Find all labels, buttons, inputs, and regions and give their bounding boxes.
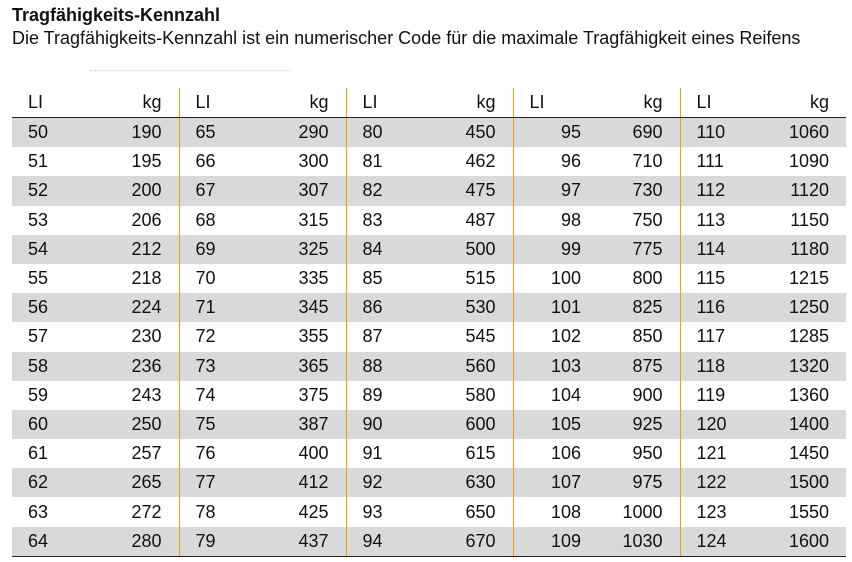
cell-kg: 425 <box>298 501 329 522</box>
cell-kg: 315 <box>298 209 329 230</box>
cell-kg: 900 <box>632 384 663 405</box>
cell-li: 66 <box>179 147 249 176</box>
cell-kg: 307 <box>249 176 346 205</box>
cell-kg: 580 <box>465 384 496 405</box>
load-index-table <box>12 88 846 557</box>
header-kg: kg <box>583 88 680 118</box>
cell-kg: 290 <box>249 118 346 148</box>
cell-kg: 200 <box>82 176 179 205</box>
cell-li: 53 <box>28 209 49 230</box>
cell-kg: 462 <box>465 151 496 172</box>
cell-li: 122 <box>680 468 750 497</box>
cell-kg: 515 <box>465 268 496 289</box>
cell-li: 64 <box>12 527 82 557</box>
cell-li: 86 <box>346 293 416 322</box>
cell-li: 79 <box>179 527 249 557</box>
cell-kg: 1120 <box>750 176 846 205</box>
cell-kg: 500 <box>416 235 513 264</box>
cell-li: 97 <box>513 176 583 205</box>
table-body <box>12 118 846 557</box>
cell-li: 108 <box>513 497 583 526</box>
cell-kg: 437 <box>249 527 346 557</box>
table-row <box>12 235 846 264</box>
cell-li: 82 <box>346 176 416 205</box>
cell-li: 95 <box>513 118 583 148</box>
cell-li: 68 <box>179 206 249 235</box>
cell-kg: 670 <box>416 527 513 557</box>
page-subtitle: Die Tragfähigkeits-Kennzahl ist ein numerischer Code für die maximale Tragfähigkeit eines Reifens <box>12 28 801 48</box>
cell-li: 117 <box>680 322 750 351</box>
table-row <box>12 118 846 148</box>
cell-li: 71 <box>179 293 249 322</box>
cell-kg: 1450 <box>788 443 829 464</box>
cell-kg: 1090 <box>788 151 829 172</box>
cell-kg: 1285 <box>788 326 829 347</box>
cell-kg: 375 <box>298 384 329 405</box>
header-kg: kg <box>82 88 179 118</box>
cell-li: 51 <box>28 151 49 172</box>
header-kg: kg <box>750 88 846 118</box>
cell-kg: 615 <box>465 443 496 464</box>
cell-li: 124 <box>680 527 750 557</box>
cell-kg: 257 <box>131 443 162 464</box>
cell-li: 73 <box>179 352 249 381</box>
cell-li: 55 <box>28 268 49 289</box>
cell-li: 80 <box>346 118 416 148</box>
cell-li: 56 <box>12 293 82 322</box>
cell-li: 57 <box>28 326 49 347</box>
cell-kg: 630 <box>416 468 513 497</box>
cell-li: 67 <box>179 176 249 205</box>
cell-kg: 475 <box>416 176 513 205</box>
cell-kg: 650 <box>465 501 496 522</box>
cell-li: 100 <box>513 264 583 293</box>
table-row <box>12 352 846 381</box>
cell-kg: 335 <box>298 268 329 289</box>
cell-li: 96 <box>513 147 583 176</box>
cell-kg: 1150 <box>790 209 829 230</box>
cell-li: 88 <box>346 352 416 381</box>
cell-kg: 280 <box>82 527 179 557</box>
cell-kg: 487 <box>465 209 496 230</box>
cell-kg: 325 <box>249 235 346 264</box>
cell-kg: 950 <box>632 443 663 464</box>
cell-li: 74 <box>179 381 249 410</box>
cell-li: 78 <box>179 497 249 526</box>
table-row <box>12 293 846 322</box>
cell-li: 91 <box>346 439 416 468</box>
header-li: LI <box>179 88 249 118</box>
cell-li: 118 <box>680 352 750 381</box>
cell-li: 115 <box>680 264 750 293</box>
table-row <box>12 381 846 410</box>
cell-kg: 355 <box>298 326 329 347</box>
cell-li: 111 <box>680 147 750 176</box>
cell-li: 99 <box>513 235 583 264</box>
cell-kg: 1550 <box>788 501 829 522</box>
cell-li: 101 <box>513 293 583 322</box>
cell-li: 72 <box>179 322 249 351</box>
cell-li: 109 <box>513 527 583 557</box>
cell-li: 121 <box>680 439 750 468</box>
table-row <box>12 497 846 526</box>
cell-li: 59 <box>28 384 49 405</box>
cell-li: 77 <box>179 468 249 497</box>
cell-li: 54 <box>12 235 82 264</box>
cell-li: 107 <box>513 468 583 497</box>
cell-kg: 710 <box>632 151 663 172</box>
cell-kg: 875 <box>583 352 680 381</box>
cell-li: 70 <box>179 264 249 293</box>
cell-li: 75 <box>179 410 249 439</box>
cell-kg: 224 <box>82 293 179 322</box>
cell-kg: 775 <box>583 235 680 264</box>
cell-kg: 1400 <box>750 410 846 439</box>
cell-li: 81 <box>346 147 416 176</box>
cell-li: 105 <box>513 410 583 439</box>
cell-kg: 206 <box>131 209 162 230</box>
cell-kg: 272 <box>131 501 162 522</box>
cell-li: 92 <box>346 468 416 497</box>
cell-li: 60 <box>12 410 82 439</box>
table-header-row <box>12 88 846 118</box>
table-row <box>12 439 846 468</box>
table-row <box>12 264 846 293</box>
cell-kg: 190 <box>82 118 179 148</box>
cell-kg: 1030 <box>583 527 680 557</box>
header-kg: kg <box>416 88 513 118</box>
cell-li: 103 <box>513 352 583 381</box>
cell-li: 65 <box>179 118 249 148</box>
table-row <box>12 468 846 497</box>
cell-kg: 850 <box>632 326 663 347</box>
cell-li: 87 <box>346 322 416 351</box>
cell-kg: 236 <box>82 352 179 381</box>
cell-kg: 1500 <box>750 468 846 497</box>
cell-kg: 195 <box>131 151 162 172</box>
cell-kg: 345 <box>249 293 346 322</box>
cell-kg: 230 <box>131 326 162 347</box>
cell-kg: 243 <box>131 384 162 405</box>
cell-li: 84 <box>346 235 416 264</box>
cell-li: 89 <box>346 381 416 410</box>
cell-li: 113 <box>680 206 750 235</box>
cell-kg: 400 <box>298 443 329 464</box>
cell-li: 116 <box>680 293 750 322</box>
cell-kg: 560 <box>416 352 513 381</box>
header-li: LI <box>12 88 82 118</box>
cell-kg: 412 <box>249 468 346 497</box>
cell-kg: 530 <box>416 293 513 322</box>
cell-li: 63 <box>28 501 49 522</box>
cell-kg: 690 <box>583 118 680 148</box>
table-row <box>12 176 846 205</box>
cell-kg: 1320 <box>750 352 846 381</box>
cell-li: 106 <box>513 439 583 468</box>
table-row <box>12 147 846 176</box>
cell-li: 83 <box>346 206 416 235</box>
cell-li: 90 <box>346 410 416 439</box>
cell-li: 50 <box>12 118 82 148</box>
cell-li: 61 <box>28 443 49 464</box>
cell-kg: 750 <box>632 209 663 230</box>
cell-li: 112 <box>680 176 750 205</box>
decorative-divider <box>90 70 290 72</box>
cell-li: 102 <box>513 322 583 351</box>
cell-kg: 265 <box>82 468 179 497</box>
header-kg: kg <box>249 88 346 118</box>
cell-li: 94 <box>346 527 416 557</box>
cell-kg: 545 <box>465 326 496 347</box>
cell-kg: 925 <box>583 410 680 439</box>
header-li: LI <box>346 88 416 118</box>
cell-kg: 300 <box>298 151 329 172</box>
cell-kg: 1250 <box>750 293 846 322</box>
cell-li: 76 <box>179 439 249 468</box>
table-row <box>12 410 846 439</box>
cell-kg: 365 <box>249 352 346 381</box>
cell-kg: 250 <box>82 410 179 439</box>
cell-li: 123 <box>680 497 750 526</box>
table-row <box>12 527 846 557</box>
cell-li: 69 <box>179 235 249 264</box>
cell-li: 62 <box>12 468 82 497</box>
header-li: LI <box>513 88 583 118</box>
cell-li: 119 <box>680 381 750 410</box>
cell-li: 98 <box>513 206 583 235</box>
cell-kg: 975 <box>583 468 680 497</box>
cell-kg: 1000 <box>622 501 663 522</box>
cell-li: 85 <box>346 264 416 293</box>
cell-li: 58 <box>12 352 82 381</box>
cell-kg: 1600 <box>750 527 846 557</box>
cell-kg: 218 <box>131 268 162 289</box>
cell-kg: 730 <box>583 176 680 205</box>
header-li: LI <box>680 88 750 118</box>
cell-kg: 1060 <box>750 118 846 148</box>
cell-li: 114 <box>680 235 750 264</box>
cell-li: 104 <box>513 381 583 410</box>
cell-kg: 600 <box>416 410 513 439</box>
cell-kg: 387 <box>249 410 346 439</box>
cell-kg: 450 <box>416 118 513 148</box>
cell-kg: 800 <box>632 268 663 289</box>
cell-li: 93 <box>346 497 416 526</box>
cell-kg: 1360 <box>788 384 829 405</box>
cell-li: 110 <box>680 118 750 148</box>
cell-li: 52 <box>12 176 82 205</box>
table-row <box>12 206 846 235</box>
page-title: Tragfähigkeits-Kennzahl <box>12 5 221 25</box>
cell-li: 120 <box>680 410 750 439</box>
cell-kg: 825 <box>583 293 680 322</box>
cell-kg: 212 <box>82 235 179 264</box>
cell-kg: 1215 <box>788 268 829 289</box>
table-row <box>12 322 846 351</box>
cell-kg: 1180 <box>750 235 846 264</box>
